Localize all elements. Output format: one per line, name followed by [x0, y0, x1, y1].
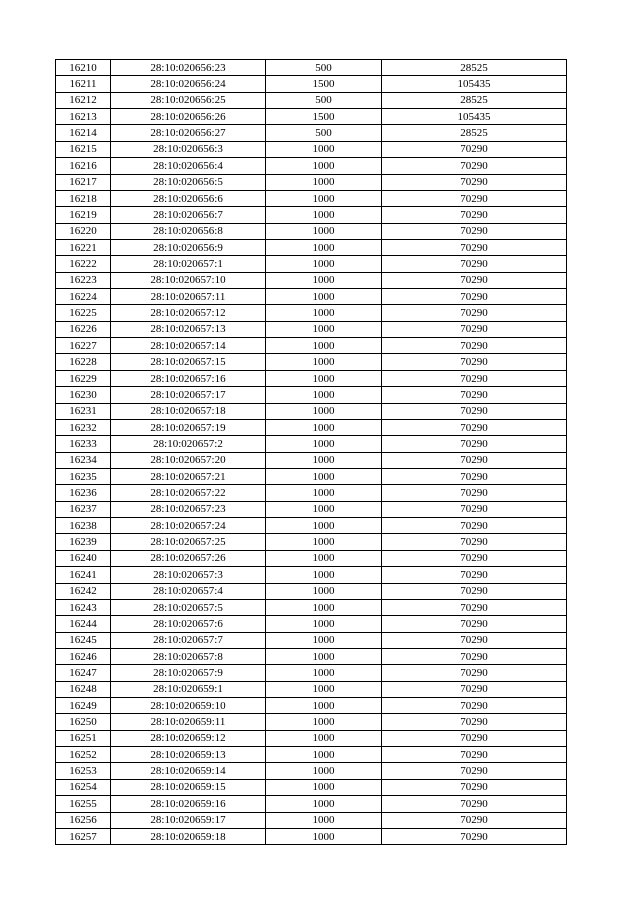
value-cell: 70290: [382, 436, 567, 452]
cadastral-number-cell: 28:10:020656:27: [111, 125, 266, 141]
table-row: [56, 534, 567, 550]
row-number-cell: 16245: [56, 632, 111, 648]
cadastral-number-cell: 28:10:020656:5: [111, 174, 266, 190]
cadastral-number-cell: 28:10:020656:23: [111, 60, 266, 76]
area-cell: 1000: [266, 599, 382, 615]
row-number-cell: 16220: [56, 223, 111, 239]
value-cell: 70290: [382, 468, 567, 484]
row-number-cell: 16227: [56, 338, 111, 354]
cadastral-number-cell: 28:10:020659:12: [111, 730, 266, 746]
cadastral-number-cell: 28:10:020657:19: [111, 419, 266, 435]
area-cell: 1000: [266, 468, 382, 484]
row-number-cell: 16257: [56, 828, 111, 844]
row-number-cell: 16239: [56, 534, 111, 550]
value-cell: 70290: [382, 403, 567, 419]
area-cell: 500: [266, 92, 382, 108]
table-row: [56, 436, 567, 452]
value-cell: 70290: [382, 354, 567, 370]
cadastral-number-cell: 28:10:020657:20: [111, 452, 266, 468]
row-number-cell: 16243: [56, 599, 111, 615]
row-number-cell: 16222: [56, 256, 111, 272]
row-number-cell: 16255: [56, 796, 111, 812]
area-cell: 1000: [266, 567, 382, 583]
value-cell: 70290: [382, 141, 567, 157]
row-number-cell: 16223: [56, 272, 111, 288]
cadastral-number-cell: 28:10:020659:1: [111, 681, 266, 697]
area-cell: 1000: [266, 698, 382, 714]
cadastral-number-cell: 28:10:020656:24: [111, 76, 266, 92]
area-cell: 1000: [266, 747, 382, 763]
table-row: [56, 403, 567, 419]
area-cell: 1000: [266, 501, 382, 517]
value-cell: 28525: [382, 125, 567, 141]
row-number-cell: 16211: [56, 76, 111, 92]
value-cell: 70290: [382, 272, 567, 288]
cadastral-number-cell: 28:10:020657:5: [111, 599, 266, 615]
cadastral-number-cell: 28:10:020657:1: [111, 256, 266, 272]
cadastral-number-cell: 28:10:020657:23: [111, 501, 266, 517]
area-cell: 500: [266, 60, 382, 76]
cadastral-number-cell: 28:10:020657:18: [111, 403, 266, 419]
row-number-cell: 16253: [56, 763, 111, 779]
cadastral-number-cell: 28:10:020657:3: [111, 567, 266, 583]
area-cell: 1000: [266, 289, 382, 305]
area-cell: 1000: [266, 616, 382, 632]
row-number-cell: 16233: [56, 436, 111, 452]
cadastral-number-cell: 28:10:020659:15: [111, 779, 266, 795]
value-cell: 70290: [382, 321, 567, 337]
cadastral-number-cell: 28:10:020657:13: [111, 321, 266, 337]
table-row: [56, 419, 567, 435]
area-cell: 1000: [266, 190, 382, 206]
cadastral-number-cell: 28:10:020659:18: [111, 828, 266, 844]
area-cell: 1000: [266, 534, 382, 550]
value-cell: 70290: [382, 599, 567, 615]
value-cell: 70290: [382, 485, 567, 501]
table-row: [56, 289, 567, 305]
data-table: [55, 59, 567, 845]
row-number-cell: 16248: [56, 681, 111, 697]
area-cell: 1000: [266, 256, 382, 272]
table-row: [56, 518, 567, 534]
table-row: [56, 681, 567, 697]
row-number-cell: 16247: [56, 665, 111, 681]
row-number-cell: 16254: [56, 779, 111, 795]
area-cell: 1000: [266, 681, 382, 697]
area-cell: 1000: [266, 338, 382, 354]
area-cell: 1000: [266, 207, 382, 223]
table-row: [56, 698, 567, 714]
value-cell: 70290: [382, 256, 567, 272]
row-number-cell: 16213: [56, 109, 111, 125]
value-cell: 70290: [382, 534, 567, 550]
value-cell: 28525: [382, 92, 567, 108]
table-row: [56, 338, 567, 354]
cadastral-number-cell: 28:10:020657:10: [111, 272, 266, 288]
area-cell: 1000: [266, 648, 382, 664]
area-cell: 1000: [266, 583, 382, 599]
row-number-cell: 16252: [56, 747, 111, 763]
row-number-cell: 16250: [56, 714, 111, 730]
table-body: [56, 60, 567, 845]
value-cell: 70290: [382, 518, 567, 534]
row-number-cell: 16225: [56, 305, 111, 321]
area-cell: 1000: [266, 730, 382, 746]
cadastral-number-cell: 28:10:020659:10: [111, 698, 266, 714]
value-cell: 70290: [382, 681, 567, 697]
table-row: [56, 812, 567, 828]
table-row: [56, 174, 567, 190]
table-row: [56, 567, 567, 583]
table-row: [56, 60, 567, 76]
cadastral-number-cell: 28:10:020657:2: [111, 436, 266, 452]
table-row: [56, 190, 567, 206]
area-cell: 1000: [266, 632, 382, 648]
table-row: [56, 387, 567, 403]
value-cell: 70290: [382, 747, 567, 763]
value-cell: 70290: [382, 583, 567, 599]
value-cell: 28525: [382, 60, 567, 76]
table-row: [56, 468, 567, 484]
value-cell: 70290: [382, 190, 567, 206]
cadastral-number-cell: 28:10:020656:3: [111, 141, 266, 157]
value-cell: 70290: [382, 289, 567, 305]
row-number-cell: 16238: [56, 518, 111, 534]
cadastral-number-cell: 28:10:020659:16: [111, 796, 266, 812]
area-cell: 1000: [266, 321, 382, 337]
row-number-cell: 16237: [56, 501, 111, 517]
cadastral-number-cell: 28:10:020657:26: [111, 550, 266, 566]
row-number-cell: 16229: [56, 370, 111, 386]
value-cell: 70290: [382, 452, 567, 468]
value-cell: 70290: [382, 207, 567, 223]
table-row: [56, 714, 567, 730]
area-cell: 1000: [266, 485, 382, 501]
row-number-cell: 16224: [56, 289, 111, 305]
value-cell: 70290: [382, 174, 567, 190]
table-row: [56, 452, 567, 468]
table-row: [56, 665, 567, 681]
value-cell: 70290: [382, 763, 567, 779]
value-cell: 70290: [382, 387, 567, 403]
table-row: [56, 779, 567, 795]
value-cell: 70290: [382, 796, 567, 812]
table-row: [56, 223, 567, 239]
table-row: [56, 76, 567, 92]
area-cell: 1000: [266, 665, 382, 681]
cadastral-number-cell: 28:10:020659:11: [111, 714, 266, 730]
table-row: [56, 158, 567, 174]
row-number-cell: 16210: [56, 60, 111, 76]
area-cell: 1000: [266, 403, 382, 419]
area-cell: 1000: [266, 452, 382, 468]
table-row: [56, 354, 567, 370]
cadastral-number-cell: 28:10:020656:25: [111, 92, 266, 108]
value-cell: 70290: [382, 223, 567, 239]
area-cell: 1000: [266, 419, 382, 435]
cadastral-number-cell: 28:10:020657:16: [111, 370, 266, 386]
area-cell: 500: [266, 125, 382, 141]
value-cell: 70290: [382, 648, 567, 664]
row-number-cell: 16236: [56, 485, 111, 501]
value-cell: 70290: [382, 828, 567, 844]
value-cell: 70290: [382, 550, 567, 566]
cadastral-number-cell: 28:10:020656:8: [111, 223, 266, 239]
table-row: [56, 256, 567, 272]
cadastral-number-cell: 28:10:020659:13: [111, 747, 266, 763]
row-number-cell: 16230: [56, 387, 111, 403]
value-cell: 70290: [382, 779, 567, 795]
value-cell: 70290: [382, 616, 567, 632]
row-number-cell: 16241: [56, 567, 111, 583]
area-cell: 1000: [266, 387, 382, 403]
table-row: [56, 648, 567, 664]
row-number-cell: 16219: [56, 207, 111, 223]
area-cell: 1000: [266, 812, 382, 828]
cadastral-number-cell: 28:10:020656:6: [111, 190, 266, 206]
area-cell: 1000: [266, 763, 382, 779]
row-number-cell: 16244: [56, 616, 111, 632]
table-row: [56, 125, 567, 141]
cadastral-number-cell: 28:10:020657:9: [111, 665, 266, 681]
table-row: [56, 485, 567, 501]
cadastral-number-cell: 28:10:020656:4: [111, 158, 266, 174]
area-cell: 1000: [266, 518, 382, 534]
table-row: [56, 109, 567, 125]
cadastral-number-cell: 28:10:020657:22: [111, 485, 266, 501]
area-cell: 1000: [266, 223, 382, 239]
table-row: [56, 239, 567, 255]
cadastral-number-cell: 28:10:020657:12: [111, 305, 266, 321]
value-cell: 70290: [382, 730, 567, 746]
area-cell: 1500: [266, 109, 382, 125]
row-number-cell: 16256: [56, 812, 111, 828]
row-number-cell: 16232: [56, 419, 111, 435]
cadastral-number-cell: 28:10:020657:25: [111, 534, 266, 550]
value-cell: 70290: [382, 567, 567, 583]
row-number-cell: 16217: [56, 174, 111, 190]
area-cell: 1000: [266, 370, 382, 386]
table-row: [56, 730, 567, 746]
area-cell: 1000: [266, 828, 382, 844]
value-cell: 70290: [382, 239, 567, 255]
row-number-cell: 16214: [56, 125, 111, 141]
cadastral-number-cell: 28:10:020659:17: [111, 812, 266, 828]
area-cell: 1000: [266, 305, 382, 321]
table-row: [56, 141, 567, 157]
cadastral-number-cell: 28:10:020656:9: [111, 239, 266, 255]
value-cell: 70290: [382, 419, 567, 435]
area-cell: 1000: [266, 550, 382, 566]
area-cell: 1000: [266, 141, 382, 157]
row-number-cell: 16235: [56, 468, 111, 484]
table-row: [56, 632, 567, 648]
row-number-cell: 16228: [56, 354, 111, 370]
area-cell: 1000: [266, 779, 382, 795]
area-cell: 1500: [266, 76, 382, 92]
row-number-cell: 16251: [56, 730, 111, 746]
area-cell: 1000: [266, 174, 382, 190]
row-number-cell: 16226: [56, 321, 111, 337]
cadastral-number-cell: 28:10:020657:11: [111, 289, 266, 305]
row-number-cell: 16221: [56, 239, 111, 255]
row-number-cell: 16215: [56, 141, 111, 157]
value-cell: 70290: [382, 714, 567, 730]
table-row: [56, 616, 567, 632]
table-row: [56, 92, 567, 108]
table-row: [56, 747, 567, 763]
cadastral-number-cell: 28:10:020656:26: [111, 109, 266, 125]
cadastral-number-cell: 28:10:020657:7: [111, 632, 266, 648]
area-cell: 1000: [266, 714, 382, 730]
table-row: [56, 305, 567, 321]
area-cell: 1000: [266, 272, 382, 288]
row-number-cell: 16212: [56, 92, 111, 108]
cadastral-number-cell: 28:10:020657:21: [111, 468, 266, 484]
value-cell: 70290: [382, 698, 567, 714]
area-cell: 1000: [266, 158, 382, 174]
area-cell: 1000: [266, 436, 382, 452]
value-cell: 105435: [382, 109, 567, 125]
area-cell: 1000: [266, 796, 382, 812]
table-row: [56, 321, 567, 337]
cadastral-number-cell: 28:10:020659:14: [111, 763, 266, 779]
table-row: [56, 272, 567, 288]
table-row: [56, 583, 567, 599]
cadastral-number-cell: 28:10:020657:4: [111, 583, 266, 599]
value-cell: 70290: [382, 338, 567, 354]
cadastral-number-cell: 28:10:020656:7: [111, 207, 266, 223]
value-cell: 70290: [382, 665, 567, 681]
cadastral-number-cell: 28:10:020657:17: [111, 387, 266, 403]
value-cell: 70290: [382, 501, 567, 517]
table-row: [56, 501, 567, 517]
value-cell: 70290: [382, 370, 567, 386]
cadastral-number-cell: 28:10:020657:15: [111, 354, 266, 370]
cadastral-number-cell: 28:10:020657:14: [111, 338, 266, 354]
table-row: [56, 550, 567, 566]
table-row: [56, 796, 567, 812]
table-row: [56, 370, 567, 386]
cadastral-number-cell: 28:10:020657:24: [111, 518, 266, 534]
cadastral-number-cell: 28:10:020657:6: [111, 616, 266, 632]
table-row: [56, 828, 567, 844]
row-number-cell: 16231: [56, 403, 111, 419]
value-cell: 105435: [382, 76, 567, 92]
row-number-cell: 16242: [56, 583, 111, 599]
row-number-cell: 16216: [56, 158, 111, 174]
value-cell: 70290: [382, 158, 567, 174]
value-cell: 70290: [382, 305, 567, 321]
area-cell: 1000: [266, 239, 382, 255]
row-number-cell: 16240: [56, 550, 111, 566]
cadastral-number-cell: 28:10:020657:8: [111, 648, 266, 664]
area-cell: 1000: [266, 354, 382, 370]
table-row: [56, 763, 567, 779]
table-row: [56, 207, 567, 223]
row-number-cell: 16246: [56, 648, 111, 664]
row-number-cell: 16249: [56, 698, 111, 714]
row-number-cell: 16218: [56, 190, 111, 206]
value-cell: 70290: [382, 812, 567, 828]
table-row: [56, 599, 567, 615]
row-number-cell: 16234: [56, 452, 111, 468]
value-cell: 70290: [382, 632, 567, 648]
